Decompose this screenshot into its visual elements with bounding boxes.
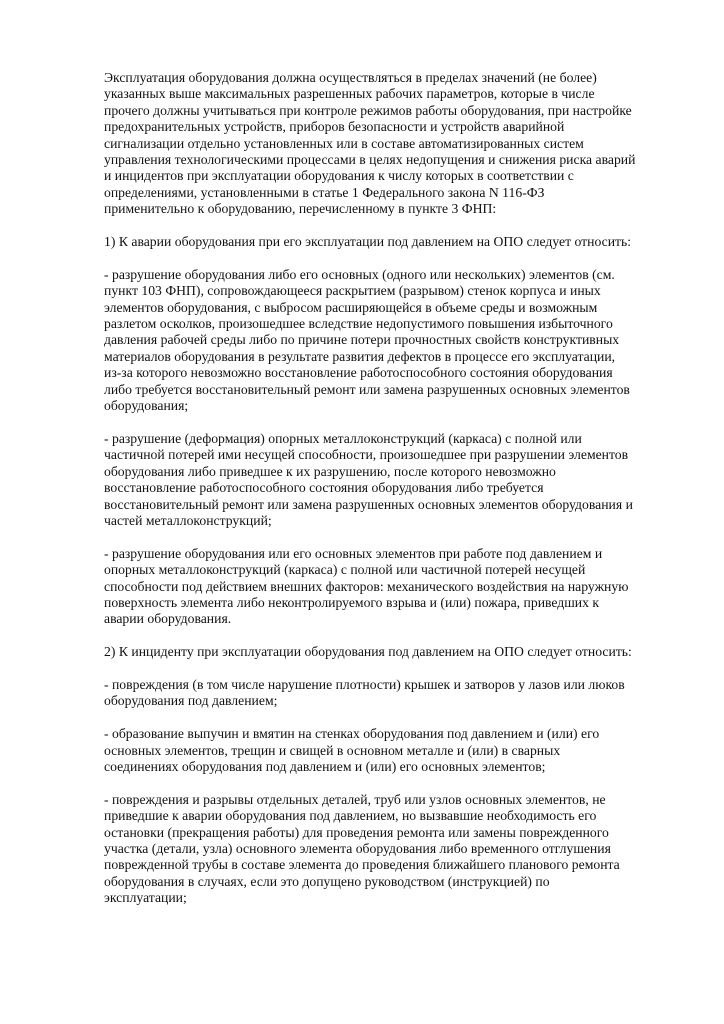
paragraph-accident-item-1: - разрушение оборудования либо его основных (одного или нескольких) элементов (см. пункт 103 ФНП), сопровождающееся раскрытием (разрывом) стенок корпуса и иных элементов оборудования, с выбросом расширяющейся в объеме среды и возможным разлетом осколков, произошедшее вследствие недопустимого повышения избыточного давления рабочей среды либо по причине потери прочностных свойств конструктивных материалов оборудования в результате развития дефектов в процессе его эксплуатации, из-за которого невозможно восстановление работоспособного состояния оборудования либо требуется восстановительный ремонт или замена разрушенных основных элементов оборудования;: [104, 266, 630, 414]
paragraph-incident-item-2: - образование выпучин и вмятин на стенках оборудования под давлением и (или) его основных элементов, трещин и свищей в основном металле и (или) в сварных соединениях оборудования под давлением и (или) его основных элементов;: [104, 726, 600, 774]
document-body: [104, 70, 684, 923]
paragraph-incident-heading: 2) К инциденту при эксплуатации оборудования под давлением на ОПО следует относить:: [104, 644, 632, 660]
paragraph-accident-heading: 1) К аварии оборудования при его эксплуатации под давлением на ОПО следует относить:: [104, 234, 632, 250]
paragraph-accident-item-3: - разрушение оборудования или его основных элементов при работе под давлением и опорных металлоконструкций (каркаса) с полной или частичной потерей несущей способности под действием внешних факторов: механического воздействия на наружную поверхность элемента либо неконтролируемого взрыва и (или) пожара, приведших к аварии оборудования.: [104, 545, 629, 627]
paragraph-accident-item-2: - разрушение (деформация) опорных металлоконструкций (каркаса) с полной или частичной потерей ими несущей способности, произошедшее при разрушении элементов оборудования либо приведшее к их разрушению, после которого невозможно восстановление работоспособного состояния оборудования либо требуется восстановительный ремонт или замена разрушенных основных элементов оборудования и частей металлоконструкций;: [104, 430, 633, 528]
paragraph-incident-item-1: - повреждения (в том числе нарушение плотности) крышек и затворов у лазов или люков оборудования под давлением;: [104, 676, 625, 709]
paragraph-intro: Эксплуатация оборудования должна осуществляться в пределах значений (не более) указанных выше максимальных разрешенных рабочих параметров, которые в числе прочего должны учитываться при контроле режимов работы оборудования, при настройке предохранительных устройств, приборов безопасности и устройств аварийной сигнализации отдельно установленных или в составе автоматизированных систем управления технологическими процессами в целях недопущения и снижения риска аварий и инцидентов при эксплуатации оборудования к числу которых в соответствии с определениями, установленными в статье 1 Федерального закона N 116-ФЗ применительно к оборудованию, перечисленному в пункте 3 ФНП:: [104, 70, 636, 217]
paragraph-incident-item-3: - повреждения и разрывы отдельных деталей, труб или узлов основных элементов, не приведшие к аварии оборудования под давлением, но вызвавшие необходимость его остановки (прекращения работы) для проведения ремонта или замены поврежденного участка (детали, узла) основного элемента оборудования либо временного отглушения поврежденной трубы в составе элемента до проведения ближайшего планового ремонта оборудования в случаях, если это допущено руководством (инструкцией) по эксплуатации;: [104, 791, 620, 906]
